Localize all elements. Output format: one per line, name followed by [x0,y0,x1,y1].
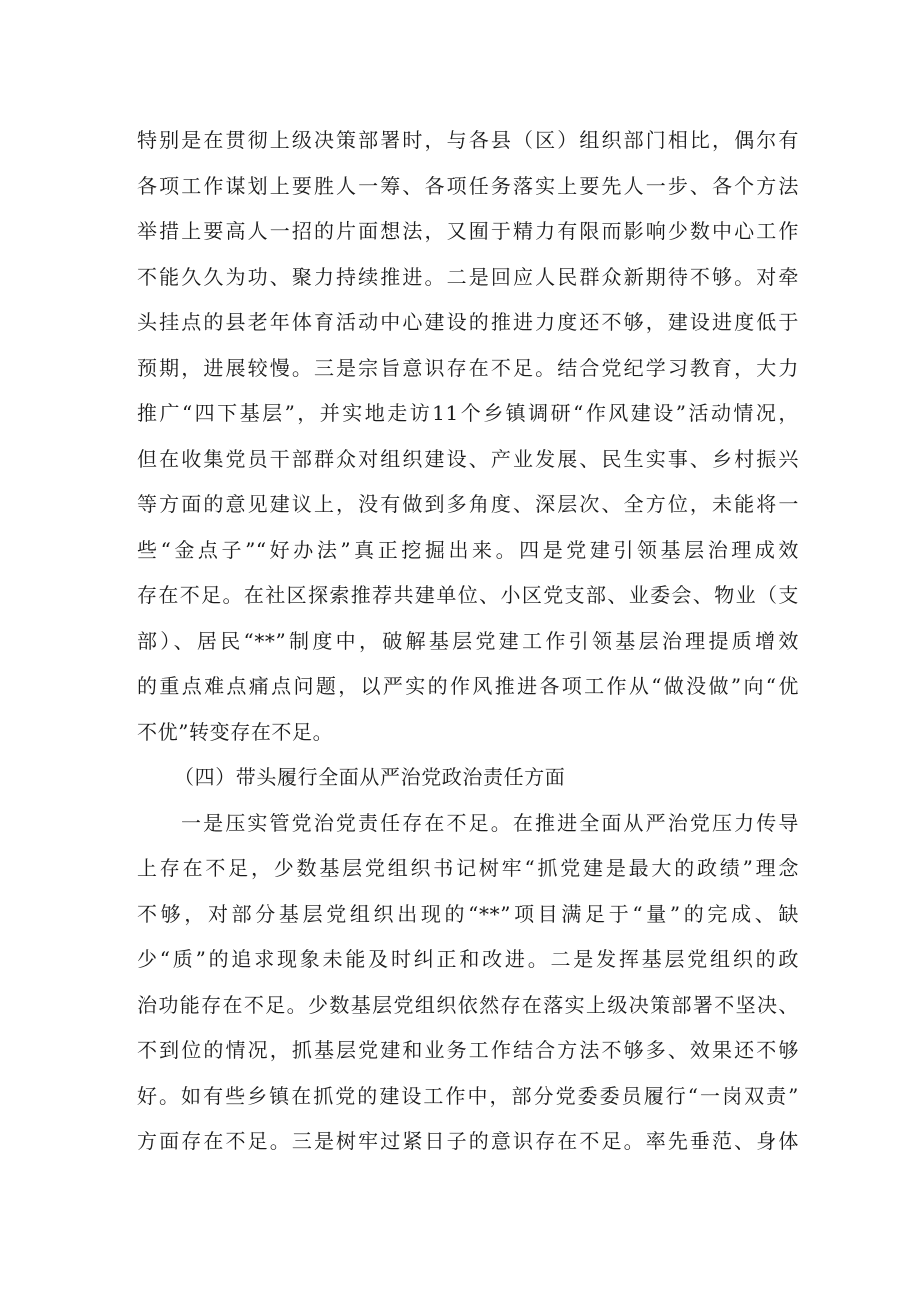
text-line: 治功能存在不足。少数基层党组织依然存在落实上级决策部署不坚决、 [137,992,799,1017]
text-line: 不够，对部分基层党组织出现的“**”项目满足于“量”的完成、缺 [137,901,799,926]
document-body [137,118,799,1165]
text-line: 部）、居民“**”制度中，破解基层党建工作引领基层治理提质增效 [137,628,799,653]
text-line: 头挂点的县老年体育活动中心建设的推进力度还不够，建设进度低于 [137,310,799,334]
text-line: 好。如有些乡镇在抓党的建设工作中，部分党委委员履行“一岗双责” [137,1083,799,1108]
section-heading: （四）带头履行全面从严治党政治责任方面 [174,765,566,789]
text-line: 少“质”的追求现象未能及时纠正和改进。二是发挥基层党组织的政 [137,947,799,971]
text-line: 推广“四下基层”，并实地走访11个乡镇调研“作风建设”活动情况， [137,401,799,425]
text-line: 不优”转变存在不足。 [137,719,334,744]
text-line: 一是压实管党治党责任存在不足。在推进全面从严治党压力传导 [181,810,799,835]
text-line: 些“金点子”“好办法”真正挖掘出来。四是党建引领基层治理成效 [137,537,799,562]
text-line: 各项工作谋划上要胜人一筹、各项任务落实上要先人一步、各个方法 [137,173,799,198]
text-line: 等方面的意见建议上，没有做到多角度、深层次、全方位，未能将一 [137,492,799,516]
text-line: 不能久久为功、聚力持续推进。二是回应人民群众新期待不够。对牵 [137,264,799,289]
text-line: 举措上要高人一招的片面想法，又囿于精力有限而影响少数中心工作 [137,219,799,243]
text-line: 上存在不足，少数基层党组织书记树牢“抓党建是最大的政绩”理念 [137,856,799,880]
text-line: 不到位的情况，抓基层党建和业务工作结合方法不够多、效果还不够 [137,1038,799,1062]
paragraph-continued [137,118,799,755]
text-line: 方面存在不足。三是树牢过紧日子的意识存在不足。率先垂范、身体 [137,1129,799,1153]
text-line: 预期，进展较慢。三是宗旨意识存在不足。结合党纪学习教育，大力 [137,355,799,380]
text-line: 的重点难点痛点问题，以严实的作风推进各项工作从“做没做”向“优 [137,674,799,698]
text-line: 存在不足。在社区探索推荐共建单位、小区党支部、业委会、物业（支 [137,583,799,607]
text-line: 特别是在贯彻上级决策部署时，与各县（区）组织部门相比，偶尔有 [137,128,799,152]
text-line: 但在收集党员干部群众对组织建设、产业发展、民生实事、乡村振兴 [137,446,799,471]
paragraph-section-four [137,801,799,1165]
